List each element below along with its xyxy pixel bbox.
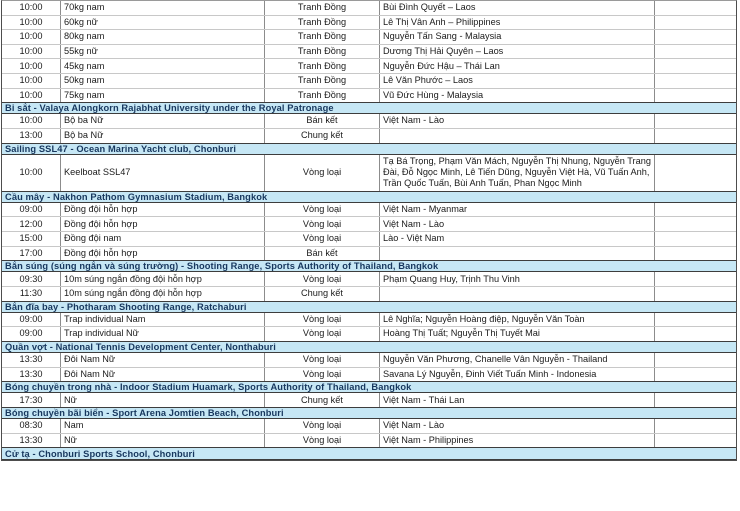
section-header: Sailing SSL47 - Ocean Marina Yacht club, Chonburi [2, 143, 736, 155]
round-cell: Chung kết [264, 287, 379, 301]
round-cell: Vòng loại [264, 155, 379, 191]
event-cell: Nữ [60, 393, 264, 407]
event-cell: Keelboat SSL47 [60, 155, 264, 191]
table-row [2, 44, 736, 59]
event-cell: 50kg nam [60, 74, 264, 88]
extra-cell [654, 89, 736, 103]
section-header: Cử tạ - Chonburi Sports School, Chonburi [2, 447, 736, 459]
section-header: Bắn đĩa bay - Photharam Shooting Range, Ratchaburi [2, 301, 736, 313]
round-cell: Vòng loại [264, 217, 379, 231]
participants-cell: Bùi Đình Quyết – Laos [379, 1, 654, 15]
section-header: Bóng chuyền trong nhà - Indoor Stadium Huamark, Sports Authority of Thailand, Bangkok [2, 381, 736, 393]
time-cell: 17:00 [19, 247, 43, 258]
round-cell: Vòng loại [264, 368, 379, 382]
section-header: Quần vợt - National Tennis Development Center, Nonthaburi [2, 341, 736, 353]
table-row [2, 203, 736, 217]
round-cell: Bán kết [264, 247, 379, 261]
schedule-table [1, 0, 737, 461]
time-cell: 10:00 [19, 115, 43, 126]
extra-cell [654, 247, 736, 261]
round-cell: Vòng loại [264, 434, 379, 448]
participants-cell: Lê Thị Vân Anh – Philippines [379, 16, 654, 30]
round-cell: Tranh Đồng [264, 1, 379, 15]
extra-cell [654, 1, 736, 15]
table-row [2, 246, 736, 261]
participants-cell: Nguyễn Tấn Sang - Malaysia [379, 30, 654, 44]
time-cell: 13:00 [19, 130, 43, 141]
event-cell: 10m súng ngắn đồng đội hỗn hợp [60, 287, 264, 301]
extra-cell [654, 217, 736, 231]
extra-cell [654, 393, 736, 407]
table-row [2, 73, 736, 88]
time-cell: 15:00 [19, 233, 43, 244]
participants-cell: Việt Nam - Lào [379, 114, 654, 128]
time-cell: 17:30 [19, 394, 43, 405]
time-cell: 09:30 [19, 273, 43, 284]
table-row [2, 29, 736, 44]
extra-cell [654, 287, 736, 301]
participants-cell: Vũ Đức Hùng - Malaysia [379, 89, 654, 103]
participants-cell: Lào - Việt Nam [379, 232, 654, 246]
section-header: Cầu mây - Nakhon Pathom Gymnasium Stadium, Bangkok [2, 191, 736, 203]
table-row [2, 1, 736, 15]
round-cell: Tranh Đồng [264, 16, 379, 30]
table-row [2, 216, 736, 231]
extra-cell [654, 129, 736, 143]
event-cell: Đồng đội nam [60, 232, 264, 246]
extra-cell [654, 74, 736, 88]
table-row [2, 128, 736, 143]
time-cell: 09:00 [19, 203, 43, 214]
participants-cell: Savana Lý Nguyễn, Đinh Viết Tuấn Minh - Indonesia [379, 368, 654, 382]
round-cell: Tranh Đồng [264, 74, 379, 88]
participants-cell [379, 287, 654, 301]
table-row [2, 231, 736, 246]
participants-cell: Hoàng Thị Tuất; Nguyễn Thị Tuyết Mai [379, 327, 654, 341]
time-cell: 10:00 [19, 60, 43, 71]
round-cell: Vòng loại [264, 327, 379, 341]
event-cell: 70kg nam [60, 1, 264, 15]
time-cell: 10:00 [19, 167, 43, 178]
event-cell: Đồng đội hỗn hợp [60, 217, 264, 231]
round-cell: Vòng loại [264, 313, 379, 327]
time-cell: 10:00 [19, 45, 43, 56]
round-cell: Vòng loại [264, 232, 379, 246]
participants-cell: Việt Nam - Philippines [379, 434, 654, 448]
participants-cell: Việt Nam - Lào [379, 419, 654, 433]
table-row [2, 155, 736, 191]
participants-cell: Việt Nam - Lào [379, 217, 654, 231]
participants-cell [379, 247, 654, 261]
table-row [2, 353, 736, 367]
extra-cell [654, 45, 736, 59]
event-cell: 55kg nữ [60, 45, 264, 59]
event-cell: Đôi Nam Nữ [60, 353, 264, 367]
table-row [2, 433, 736, 448]
extra-cell [654, 59, 736, 73]
time-cell: 10:00 [19, 89, 43, 100]
table-row [2, 114, 736, 128]
event-cell: Trap individual Nữ [60, 327, 264, 341]
time-cell: 13:30 [19, 368, 43, 379]
round-cell: Vòng loại [264, 419, 379, 433]
event-cell: 45kg nam [60, 59, 264, 73]
time-cell: 11:30 [19, 288, 43, 299]
table-row [2, 313, 736, 327]
participants-cell: Phạm Quang Huy, Trịnh Thu Vinh [379, 272, 654, 286]
table-row [2, 326, 736, 341]
event-cell: 60kg nữ [60, 16, 264, 30]
extra-cell [654, 114, 736, 128]
round-cell: Bán kết [264, 114, 379, 128]
participants-cell: Việt Nam - Thái Lan [379, 393, 654, 407]
section-header: Bắn súng (súng ngắn và súng trường) - Shooting Range, Sports Authority of Thailand, Bangkok [2, 260, 736, 272]
extra-cell [654, 155, 736, 191]
time-cell: 10:00 [19, 75, 43, 86]
time-cell: 09:00 [19, 328, 43, 339]
round-cell: Tranh Đồng [264, 89, 379, 103]
extra-cell [654, 419, 736, 433]
participants-cell: Nguyễn Đức Hậu – Thái Lan [379, 59, 654, 73]
table-row [2, 15, 736, 30]
round-cell: Vòng loại [264, 353, 379, 367]
event-cell: 75kg nam [60, 89, 264, 103]
event-cell: 80kg nam [60, 30, 264, 44]
time-cell: 10:00 [19, 2, 43, 13]
event-cell: Bộ ba Nữ [60, 114, 264, 128]
extra-cell [654, 313, 736, 327]
extra-cell [654, 353, 736, 367]
participants-cell [379, 129, 654, 143]
time-cell: 08:30 [19, 420, 43, 431]
event-cell: Bộ ba Nữ [60, 129, 264, 143]
extra-cell [654, 272, 736, 286]
extra-cell [654, 434, 736, 448]
time-cell: 12:00 [19, 218, 43, 229]
event-cell: 10m súng ngắn đồng đội hỗn hợp [60, 272, 264, 286]
event-cell: Đồng đội hỗn hợp [60, 247, 264, 261]
event-cell: Đôi Nam Nữ [60, 368, 264, 382]
participants-cell: Tạ Bá Trọng, Phạm Văn Mách, Nguyễn Thị Nhung, Nguyễn Trang Đài, Đỗ Ngọc Minh, Lê Tiến Dũng, Nguyễn Việt Hà, Vũ Tuấn Anh, Trần Quốc Tuấn, Bùi Anh Tuấn, Phan Ngọc Minh [379, 155, 654, 191]
time-cell: 13:30 [19, 435, 43, 445]
event-cell: Đồng đội hỗn hợp [60, 203, 264, 217]
participants-cell: Việt Nam - Myanmar [379, 203, 654, 217]
extra-cell [654, 232, 736, 246]
round-cell: Chung kết [264, 129, 379, 143]
round-cell: Vòng loại [264, 203, 379, 217]
extra-cell [654, 368, 736, 382]
time-cell: 09:00 [19, 313, 43, 324]
table-row [2, 367, 736, 382]
extra-cell [654, 327, 736, 341]
section-header: Bóng chuyền bãi biển - Sport Arena Jomtien Beach, Chonburi [2, 407, 736, 419]
event-cell: Nữ [60, 434, 264, 448]
table-row [2, 419, 736, 433]
table-row [2, 88, 736, 103]
round-cell: Tranh Đồng [264, 59, 379, 73]
round-cell: Tranh Đồng [264, 30, 379, 44]
participants-cell: Nguyễn Văn Phương, Chanelle Vân Nguyễn - Thailand [379, 353, 654, 367]
table-row [2, 393, 736, 407]
time-cell: 10:00 [19, 16, 43, 27]
extra-cell [654, 16, 736, 30]
round-cell: Vòng loại [264, 272, 379, 286]
extra-cell [654, 30, 736, 44]
table-row [2, 58, 736, 73]
event-cell: Trap individual Nam [60, 313, 264, 327]
table-row [2, 272, 736, 286]
time-cell: 13:30 [19, 354, 43, 365]
table-row [2, 286, 736, 301]
section-header: Bi sắt - Valaya Alongkorn Rajabhat University under the Royal Patronage [2, 102, 736, 114]
participants-cell: Dương Thị Hải Quyên – Laos [379, 45, 654, 59]
participants-cell: Lê Văn Phước – Laos [379, 74, 654, 88]
round-cell: Chung kết [264, 393, 379, 407]
participants-cell: Lê Nghĩa; Nguyễn Hoàng điệp, Nguyễn Văn Toàn [379, 313, 654, 327]
event-cell: Nam [60, 419, 264, 433]
extra-cell [654, 203, 736, 217]
time-cell: 10:00 [19, 31, 43, 42]
round-cell: Tranh Đồng [264, 45, 379, 59]
